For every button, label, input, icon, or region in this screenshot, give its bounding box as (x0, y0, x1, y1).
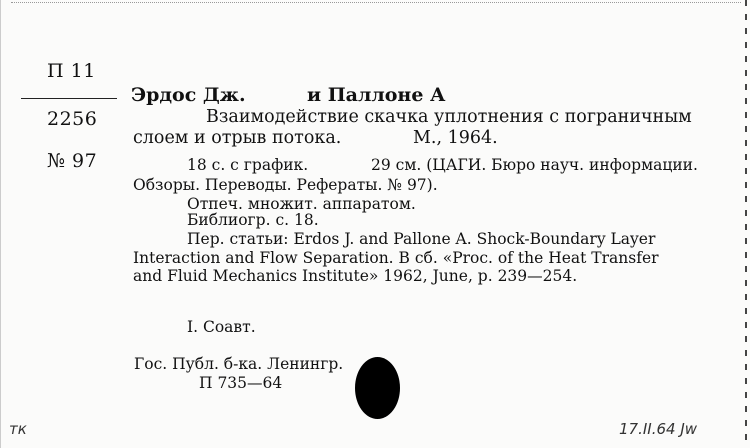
card-number: 2256 (47, 108, 98, 130)
library-name: Гос. Публ. б-ка. Ленингр. (134, 355, 344, 373)
author-secondary: и Паллоне А (307, 84, 446, 106)
title-line-2: слоем и отрыв потока. (133, 128, 342, 148)
note-bibliography: Библиогр. с. 18. (187, 211, 319, 229)
library-code: П 735—64 (199, 374, 283, 392)
shelf-code: П 11 (47, 60, 96, 82)
note-translation-1: Пер. статьи: Erdos J. and Pallone A. Shock-Boundary Layer (187, 230, 656, 248)
series-description: Обзоры. Переводы. Рефераты. № 97). (133, 176, 438, 194)
author-primary: Эрдос Дж. (131, 84, 246, 106)
title-line-1: Взаимодействие скачка уплотнения с пограничным (206, 107, 692, 127)
card-right-edge (745, 0, 747, 448)
handwritten-note-left: тк (9, 420, 27, 438)
note-translation-2: Interaction and Flow Separation. В сб. «Proc. of the Heat Transfer (133, 249, 659, 267)
card-top-edge (11, 2, 741, 5)
size-series: 29 см. (ЦАГИ. Бюро науч. информации. (371, 156, 698, 174)
note-printing: Отпеч. множит. аппаратом. (187, 195, 416, 213)
place-year: М., 1964. (413, 128, 498, 148)
series-number: № 97 (47, 150, 98, 172)
handwritten-date: 17.II.64 Jw (619, 420, 698, 438)
coauthor-entry: I. Соавт. (187, 318, 256, 336)
physical-description: 18 с. с график. (187, 156, 309, 174)
divider-rule (21, 98, 117, 99)
ink-blot (355, 357, 400, 419)
note-translation-3: and Fluid Mechanics Institute» 1962, June, p. 239—254. (133, 267, 578, 285)
